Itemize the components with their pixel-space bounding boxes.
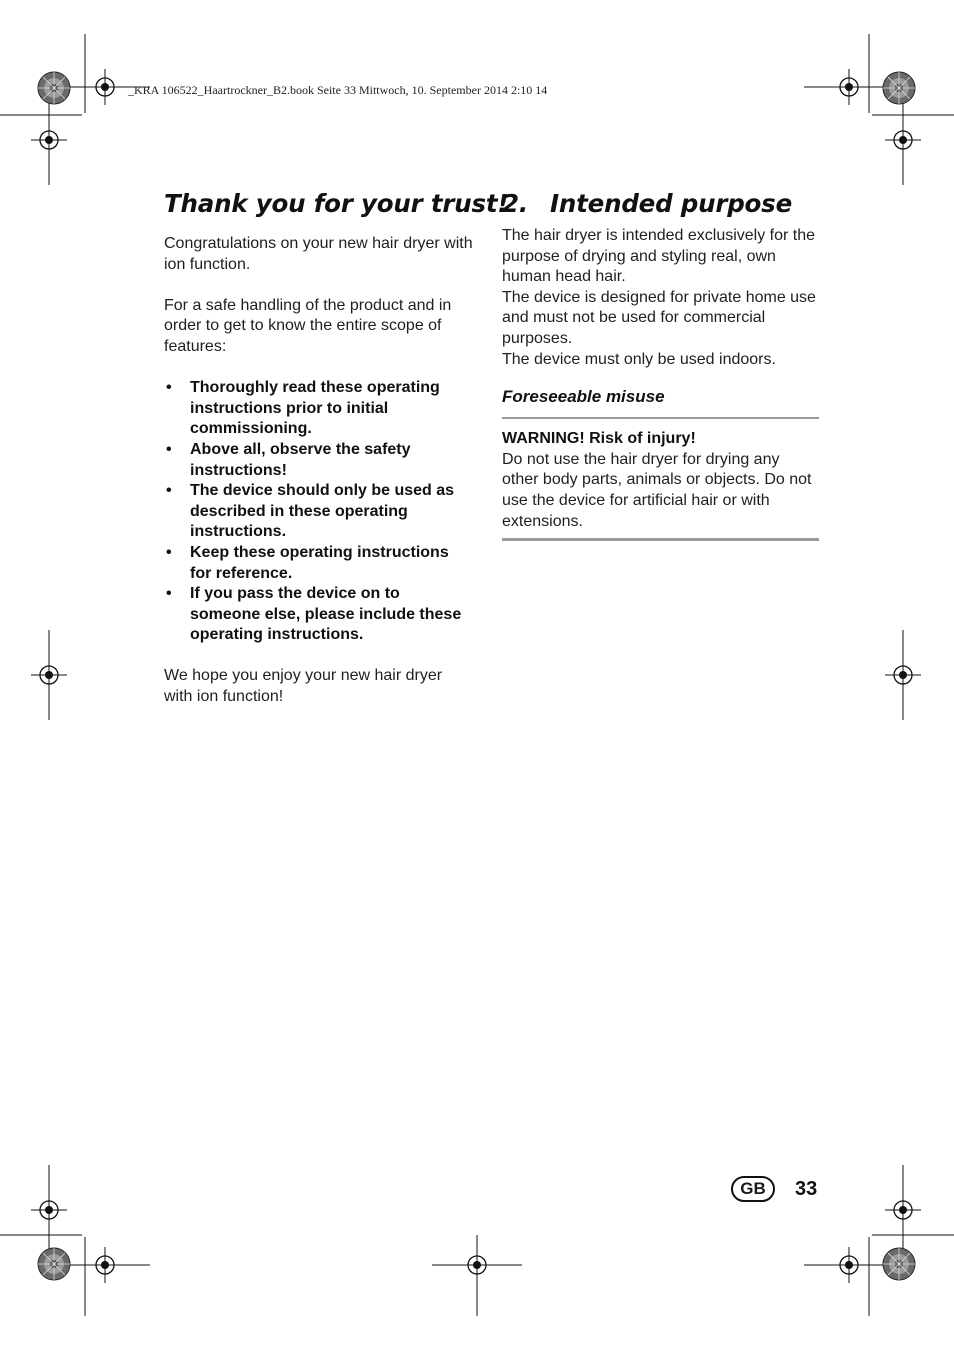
intended-purpose-heading <box>502 186 822 222</box>
section-number: 2. <box>502 189 528 218</box>
closing-paragraph: We hope you enjoy your new hair dryer with ion function! <box>164 667 443 706</box>
list-item: • If you pass the device on to someone else, please include these operating instructions. <box>166 585 462 644</box>
language-badge: GB <box>731 1176 775 1202</box>
purpose-paragraph-3: The device must only be used indoors. <box>502 350 776 368</box>
intro-paragraph-2: For a safe handling of the product and in order to get to know the entire scope of features: <box>164 296 452 355</box>
thank-you-heading: Thank you for your trust! <box>164 189 509 218</box>
intro-paragraph-1: Congratulations on your new hair dryer with ion function. <box>164 235 473 273</box>
section-title: Intended purpose <box>550 189 792 218</box>
warning-title: WARNING! Risk of injury! <box>502 430 696 448</box>
warning-box <box>502 417 819 541</box>
page-footer <box>731 1176 817 1202</box>
list-item: • Above all, observe the safety instructions! <box>166 440 411 479</box>
right-column <box>502 186 822 541</box>
instruction-list <box>164 378 464 646</box>
list-item: • Thoroughly read these operating instructions prior to initial commissioning. <box>166 379 440 438</box>
list-item: • Keep these operating instructions for reference. <box>166 543 449 582</box>
warning-text: Do not use the hair dryer for drying any other body parts, animals or objects. Do not use the device for artificial hair or with extensions. <box>502 450 812 530</box>
page-number: 33 <box>795 1177 818 1200</box>
misuse-subheading: Foreseeable misuse <box>502 387 665 407</box>
list-item: • The device should only be used as described in these operating instructions. <box>166 482 455 541</box>
purpose-paragraph-2: The device is designed for private home use and must not be used for commercial purposes. <box>502 288 816 347</box>
left-column <box>164 186 509 708</box>
purpose-paragraph-1: The hair dryer is intended exclusively for the purpose of drying and styling real, own human head hair. <box>502 227 816 286</box>
print-header: _KRA 106522_Haartrockner_B2.book Seite 33 Mittwoch, 10. September 2014 2:10 14 <box>128 83 548 97</box>
